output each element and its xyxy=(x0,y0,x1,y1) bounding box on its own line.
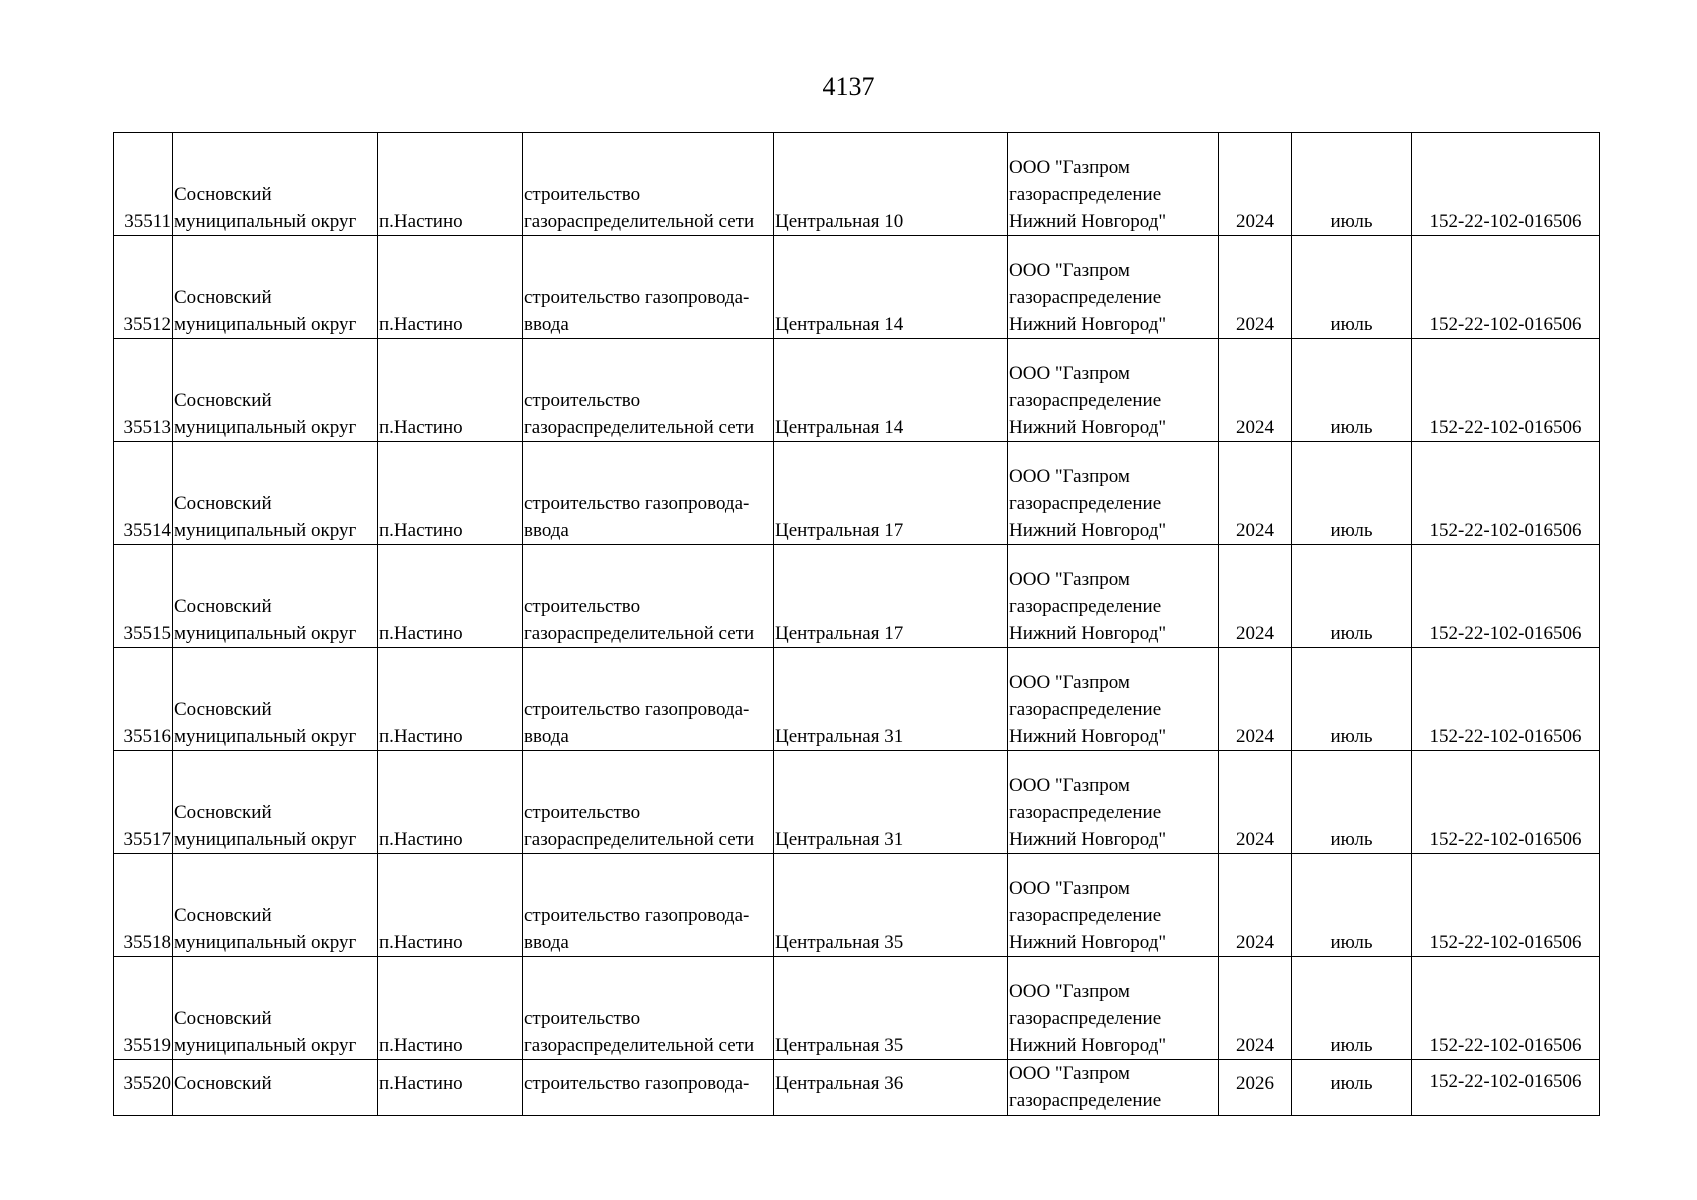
cell-work-type-line: ввода xyxy=(524,932,569,953)
cell-district-line: Сосновский xyxy=(174,1073,272,1094)
cell-work-type xyxy=(523,648,774,751)
table-row xyxy=(114,854,1600,957)
cell-month-text: июль xyxy=(1330,211,1373,232)
cell-year-text: 2024 xyxy=(1236,211,1274,232)
cell-district-line: муниципальный округ xyxy=(174,829,357,850)
cell-address xyxy=(774,751,1008,854)
cell-number-text: 35514 xyxy=(123,520,171,541)
cell-number xyxy=(114,1060,173,1116)
cell-organization xyxy=(1008,133,1219,236)
cell-work-type xyxy=(523,133,774,236)
cell-district xyxy=(173,957,378,1060)
cell-code xyxy=(1412,957,1600,1060)
cell-year xyxy=(1219,545,1292,648)
cell-month-text: июль xyxy=(1330,314,1373,335)
cell-number xyxy=(114,133,173,236)
cell-code xyxy=(1412,1060,1600,1116)
cell-settlement xyxy=(378,957,523,1060)
cell-year xyxy=(1219,648,1292,751)
cell-number-text: 35518 xyxy=(123,932,171,953)
cell-month xyxy=(1292,442,1412,545)
cell-organization xyxy=(1008,442,1219,545)
cell-work-type xyxy=(523,545,774,648)
cell-year xyxy=(1219,339,1292,442)
cell-code-text: 152-22-102-016506 xyxy=(1429,623,1582,644)
cell-work-type-line: строительство xyxy=(524,390,641,411)
cell-number-text: 35513 xyxy=(123,417,171,438)
cell-year xyxy=(1219,236,1292,339)
cell-work-type-line: ввода xyxy=(524,314,569,335)
cell-number-text: 35516 xyxy=(123,726,171,747)
cell-year-text: 2024 xyxy=(1236,417,1274,438)
table-row xyxy=(114,236,1600,339)
cell-address-text: Центральная 10 xyxy=(775,211,904,232)
cell-month xyxy=(1292,751,1412,854)
cell-organization-line: газораспределение xyxy=(1009,390,1162,411)
cell-year xyxy=(1219,751,1292,854)
cell-district-line: Сосновский xyxy=(174,699,272,720)
cell-year xyxy=(1219,133,1292,236)
cell-district-line: Сосновский xyxy=(174,493,272,514)
cell-month-text: июль xyxy=(1330,1073,1373,1094)
cell-organization xyxy=(1008,957,1219,1060)
cell-work-type xyxy=(523,339,774,442)
cell-organization-line: Нижний Новгород" xyxy=(1009,623,1167,644)
cell-settlement xyxy=(378,1060,523,1116)
cell-year xyxy=(1219,854,1292,957)
cell-district xyxy=(173,133,378,236)
cell-district xyxy=(173,854,378,957)
cell-district-line: Сосновский xyxy=(174,802,272,823)
cell-month-text: июль xyxy=(1330,520,1373,541)
table-row xyxy=(114,339,1600,442)
cell-work-type-line: газораспределительной сети xyxy=(524,417,755,438)
cell-year-text: 2024 xyxy=(1236,829,1274,850)
cell-year-text: 2024 xyxy=(1236,726,1274,747)
cell-number xyxy=(114,751,173,854)
cell-work-type xyxy=(523,957,774,1060)
cell-settlement-text: п.Настино xyxy=(379,417,463,438)
cell-address-text: Центральная 14 xyxy=(775,417,904,438)
cell-work-type xyxy=(523,236,774,339)
cell-district xyxy=(173,442,378,545)
cell-district xyxy=(173,648,378,751)
cell-number xyxy=(114,236,173,339)
cell-month-text: июль xyxy=(1330,417,1373,438)
cell-address xyxy=(774,957,1008,1060)
cell-organization-line: газораспределение xyxy=(1009,287,1162,308)
cell-month xyxy=(1292,133,1412,236)
cell-number xyxy=(114,648,173,751)
cell-organization-line: газораспределение xyxy=(1009,905,1162,926)
cell-address-text: Центральная 14 xyxy=(775,314,904,335)
cell-code xyxy=(1412,648,1600,751)
cell-month xyxy=(1292,648,1412,751)
cell-work-type-line: ввода xyxy=(524,520,569,541)
cell-number xyxy=(114,545,173,648)
cell-organization-line: ООО "Газпром xyxy=(1009,260,1130,281)
cell-organization-line: Нижний Новгород" xyxy=(1009,829,1167,850)
cell-code-text: 152-22-102-016506 xyxy=(1429,829,1582,850)
cell-number-text: 35511 xyxy=(124,211,171,232)
cell-code-text: 152-22-102-016506 xyxy=(1429,1035,1582,1056)
cell-organization-line: газораспределение xyxy=(1009,493,1162,514)
cell-settlement xyxy=(378,751,523,854)
table-row xyxy=(114,545,1600,648)
cell-settlement xyxy=(378,648,523,751)
cell-address-text: Центральная 36 xyxy=(775,1073,904,1094)
cell-district xyxy=(173,751,378,854)
cell-organization-line: ООО "Газпром xyxy=(1009,363,1130,384)
cell-organization-line: ООО "Газпром xyxy=(1009,1063,1130,1084)
cell-organization xyxy=(1008,1060,1219,1116)
cell-code-text: 152-22-102-016506 xyxy=(1429,932,1582,953)
cell-code xyxy=(1412,442,1600,545)
cell-settlement-text: п.Настино xyxy=(379,829,463,850)
table-row xyxy=(114,442,1600,545)
cell-settlement xyxy=(378,236,523,339)
cell-organization-line: Нижний Новгород" xyxy=(1009,211,1167,232)
cell-settlement xyxy=(378,442,523,545)
cell-code-text: 152-22-102-016506 xyxy=(1429,726,1582,747)
table-body xyxy=(114,133,1600,1116)
cell-code xyxy=(1412,854,1600,957)
cell-settlement-text: п.Настино xyxy=(379,314,463,335)
cell-district-line: Сосновский xyxy=(174,287,272,308)
cell-work-type xyxy=(523,442,774,545)
cell-settlement-text: п.Настино xyxy=(379,932,463,953)
cell-district-line: муниципальный округ xyxy=(174,726,357,747)
cell-organization xyxy=(1008,339,1219,442)
cell-district-line: Сосновский xyxy=(174,1008,272,1029)
cell-address xyxy=(774,442,1008,545)
cell-district-line: муниципальный округ xyxy=(174,417,357,438)
cell-month xyxy=(1292,236,1412,339)
cell-organization-line: газораспределение xyxy=(1009,1090,1162,1111)
cell-district-line: Сосновский xyxy=(174,184,272,205)
cell-month-text: июль xyxy=(1330,932,1373,953)
cell-organization-line: ООО "Газпром xyxy=(1009,775,1130,796)
cell-district xyxy=(173,236,378,339)
cell-organization-line: ООО "Газпром xyxy=(1009,672,1130,693)
cell-work-type xyxy=(523,751,774,854)
cell-organization-line: газораспределение xyxy=(1009,596,1162,617)
cell-code-text: 152-22-102-016506 xyxy=(1429,417,1582,438)
cell-address xyxy=(774,854,1008,957)
cell-work-type-line: строительство газопровода- xyxy=(524,905,750,926)
cell-work-type-line: строительство xyxy=(524,596,641,617)
cell-work-type-line: газораспределительной сети xyxy=(524,623,755,644)
cell-organization-line: ООО "Газпром xyxy=(1009,569,1130,590)
cell-code-text: 152-22-102-016506 xyxy=(1429,520,1582,541)
cell-organization xyxy=(1008,648,1219,751)
cell-organization-line: Нижний Новгород" xyxy=(1009,932,1167,953)
cell-year-text: 2024 xyxy=(1236,1035,1274,1056)
cell-work-type-line: строительство газопровода- xyxy=(524,287,750,308)
cell-number-text: 35515 xyxy=(123,623,171,644)
cell-work-type-line: газораспределительной сети xyxy=(524,211,755,232)
cell-work-type-line: ввода xyxy=(524,726,569,747)
table-row xyxy=(114,648,1600,751)
cell-code xyxy=(1412,133,1600,236)
cell-organization-line: Нижний Новгород" xyxy=(1009,1035,1167,1056)
cell-number xyxy=(114,339,173,442)
cell-month xyxy=(1292,854,1412,957)
cell-settlement xyxy=(378,854,523,957)
cell-work-type xyxy=(523,854,774,957)
cell-organization xyxy=(1008,545,1219,648)
cell-month-text: июль xyxy=(1330,623,1373,644)
cell-work-type-line: строительство газопровода- xyxy=(524,493,750,514)
cell-address xyxy=(774,339,1008,442)
cell-organization-line: газораспределение xyxy=(1009,184,1162,205)
cell-address xyxy=(774,1060,1008,1116)
cell-work-type-line: строительство xyxy=(524,802,641,823)
cell-month-text: июль xyxy=(1330,726,1373,747)
table-row xyxy=(114,957,1600,1060)
cell-work-type-line: строительство xyxy=(524,1008,641,1029)
cell-settlement-text: п.Настино xyxy=(379,1035,463,1056)
cell-address-text: Центральная 17 xyxy=(775,520,904,541)
cell-year xyxy=(1219,1060,1292,1116)
cell-district-line: Сосновский xyxy=(174,596,272,617)
cell-settlement xyxy=(378,545,523,648)
cell-year-text: 2024 xyxy=(1236,623,1274,644)
cell-number xyxy=(114,854,173,957)
cell-year xyxy=(1219,442,1292,545)
cell-number xyxy=(114,957,173,1060)
cell-address-text: Центральная 31 xyxy=(775,726,904,747)
cell-district-line: муниципальный округ xyxy=(174,932,357,953)
table-row xyxy=(114,751,1600,854)
cell-settlement xyxy=(378,133,523,236)
cell-settlement-text: п.Настино xyxy=(379,520,463,541)
cell-district xyxy=(173,339,378,442)
cell-work-type-line: строительство газопровода- xyxy=(524,1073,750,1094)
cell-month xyxy=(1292,1060,1412,1116)
cell-district-line: муниципальный округ xyxy=(174,314,357,335)
cell-number-text: 35519 xyxy=(123,1035,171,1056)
cell-district-line: муниципальный округ xyxy=(174,520,357,541)
cell-organization xyxy=(1008,854,1219,957)
cell-organization xyxy=(1008,751,1219,854)
cell-settlement-text: п.Настино xyxy=(379,1073,463,1094)
cell-district-line: Сосновский xyxy=(174,905,272,926)
cell-work-type-line: газораспределительной сети xyxy=(524,1035,755,1056)
cell-organization-line: Нижний Новгород" xyxy=(1009,314,1167,335)
cell-work-type-line: строительство xyxy=(524,184,641,205)
table-row xyxy=(114,1060,1600,1116)
cell-organization-line: ООО "Газпром xyxy=(1009,157,1130,178)
cell-code xyxy=(1412,339,1600,442)
cell-month xyxy=(1292,339,1412,442)
cell-district-line: муниципальный округ xyxy=(174,211,357,232)
cell-district-line: муниципальный округ xyxy=(174,623,357,644)
cell-settlement xyxy=(378,339,523,442)
cell-address-text: Центральная 35 xyxy=(775,932,904,953)
cell-code-text: 152-22-102-016506 xyxy=(1429,314,1582,335)
cell-code-text: 152-22-102-016506 xyxy=(1429,211,1582,232)
cell-organization-line: газораспределение xyxy=(1009,699,1162,720)
cell-organization-line: газораспределение xyxy=(1009,1008,1162,1029)
cell-code-text: 152-22-102-016506 xyxy=(1429,1071,1582,1092)
cell-organization-line: ООО "Газпром xyxy=(1009,981,1130,1002)
cell-month xyxy=(1292,545,1412,648)
cell-year-text: 2024 xyxy=(1236,932,1274,953)
cell-address-text: Центральная 35 xyxy=(775,1035,904,1056)
cell-number-text: 35517 xyxy=(123,829,171,850)
cell-organization-line: Нижний Новгород" xyxy=(1009,417,1167,438)
cell-district xyxy=(173,545,378,648)
registry-table xyxy=(113,132,1600,1116)
cell-district xyxy=(173,1060,378,1116)
cell-month-text: июль xyxy=(1330,829,1373,850)
cell-number xyxy=(114,442,173,545)
cell-address xyxy=(774,236,1008,339)
cell-address-text: Центральная 31 xyxy=(775,829,904,850)
cell-code xyxy=(1412,545,1600,648)
table-row xyxy=(114,133,1600,236)
cell-address-text: Центральная 17 xyxy=(775,623,904,644)
cell-district-line: муниципальный округ xyxy=(174,1035,357,1056)
cell-code xyxy=(1412,751,1600,854)
cell-work-type-line: газораспределительной сети xyxy=(524,829,755,850)
cell-address xyxy=(774,133,1008,236)
cell-settlement-text: п.Настино xyxy=(379,623,463,644)
cell-number-text: 35512 xyxy=(123,314,171,335)
cell-organization-line: Нижний Новгород" xyxy=(1009,726,1167,747)
cell-organization-line: Нижний Новгород" xyxy=(1009,520,1167,541)
cell-organization xyxy=(1008,236,1219,339)
cell-work-type-line: строительство газопровода- xyxy=(524,699,750,720)
cell-district-line: Сосновский xyxy=(174,390,272,411)
cell-organization-line: газораспределение xyxy=(1009,802,1162,823)
cell-month-text: июль xyxy=(1330,1035,1373,1056)
page-number: 4137 xyxy=(822,72,875,101)
cell-work-type xyxy=(523,1060,774,1116)
cell-address xyxy=(774,648,1008,751)
cell-settlement-text: п.Настино xyxy=(379,211,463,232)
cell-number-text: 35520 xyxy=(123,1073,171,1094)
cell-year xyxy=(1219,957,1292,1060)
cell-year-text: 2024 xyxy=(1236,314,1274,335)
cell-organization-line: ООО "Газпром xyxy=(1009,878,1130,899)
cell-month xyxy=(1292,957,1412,1060)
cell-settlement-text: п.Настино xyxy=(379,726,463,747)
cell-code xyxy=(1412,236,1600,339)
cell-organization-line: ООО "Газпром xyxy=(1009,466,1130,487)
cell-year-text: 2026 xyxy=(1236,1073,1274,1094)
cell-address xyxy=(774,545,1008,648)
cell-year-text: 2024 xyxy=(1236,520,1274,541)
